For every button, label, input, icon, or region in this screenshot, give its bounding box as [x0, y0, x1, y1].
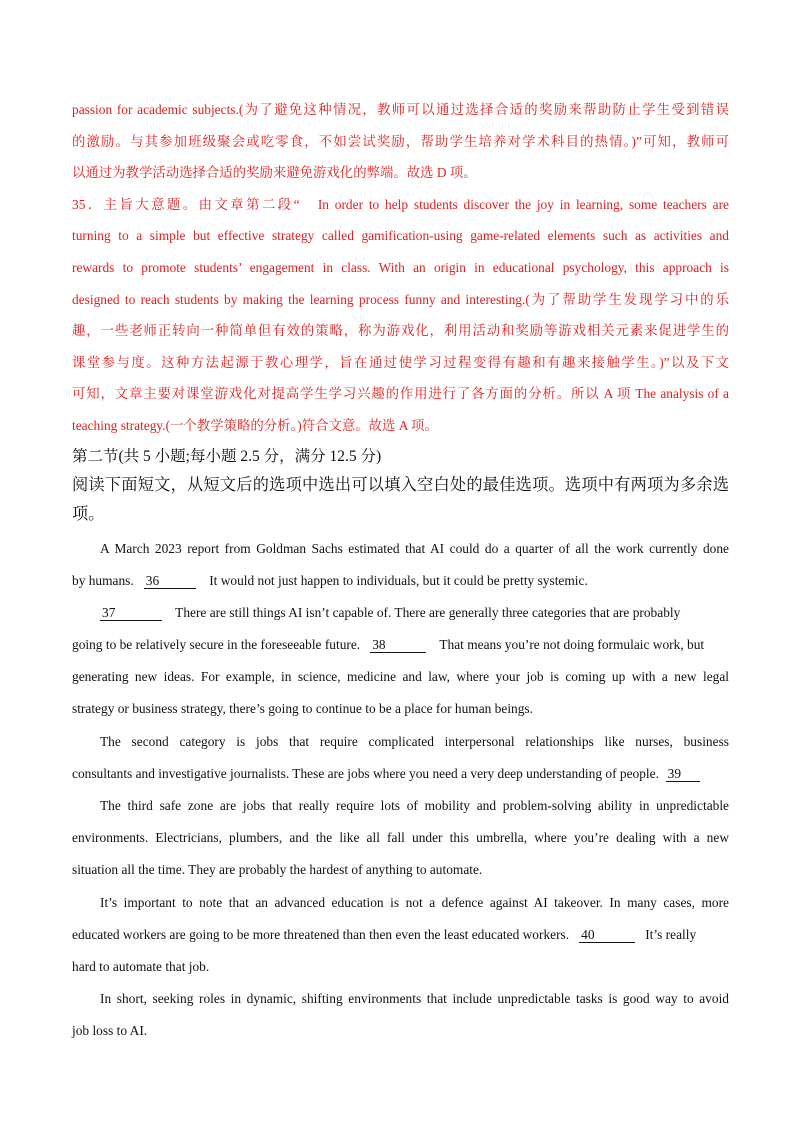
answer-line: 趣，一些老师正转向一种简单但有效的策略，称为游戏化，利用活动和奖励等游戏相关元素来促进学生的 — [72, 323, 729, 339]
passage-line — [72, 597, 729, 629]
passage-line: hard to automate that job. — [72, 958, 210, 974]
passage-text: That means you’re not doing formulaic work, but — [439, 637, 705, 653]
passage — [72, 533, 729, 1048]
answer-line: 的激励。与其参加班级聚会或吃零食，不如尝试奖励，帮助学生培养对学术科目的热情。)”可知，教师可 — [72, 133, 729, 149]
passage-paragraph-6 — [72, 983, 729, 1047]
passage-line: strategy or business strategy, there’s going to continue to be a place for human beings. — [72, 701, 533, 717]
blank-39[interactable]: 39 — [666, 767, 700, 782]
answer-explanation-35 — [72, 189, 729, 442]
answer-line: 以通过为教学活动选择合适的奖励来避免游戏化的弊端。故选 D 项。 — [72, 165, 477, 181]
passage-line: job loss to AI. — [72, 1023, 148, 1039]
document-page — [72, 94, 729, 1048]
passage-line — [72, 919, 729, 951]
passage-paragraph-3 — [72, 726, 729, 790]
passage-paragraph-4 — [72, 790, 729, 887]
passage-line: generating new ideas. For example, in science, medicine and law, where your job is coming up with a new legal — [72, 669, 729, 685]
passage-line — [72, 629, 729, 661]
passage-text: by humans. — [72, 572, 134, 588]
answer-explanation-34 — [72, 94, 729, 189]
passage-line: The third safe zone are jobs that really require lots of mobility and problem-solving ability in unpredictable — [100, 798, 729, 814]
answer-line: passion for academic subjects.(为了避免这种情况，教师可以通过选择合适的奖励来帮助防止学生受到错误 — [72, 102, 729, 117]
passage-line: In short, seeking roles in dynamic, shifting environments that include unpredictable tasks is good way to avoid — [100, 991, 729, 1007]
section-title: 第二节(共 5 小题;每小题 2.5 分，满分 12.5 分) — [72, 447, 382, 465]
answer-line: 35．主旨大意题。由文章第二段“ In order to help students discover the joy in learning, some teachers are — [72, 196, 729, 212]
passage-text: There are still things AI isn’t capable of. There are generally three categories that are probably — [175, 604, 681, 620]
section-instruction — [72, 471, 729, 529]
passage-text: It would not just happen to individuals, but it could be pretty systemic. — [209, 572, 588, 588]
passage-line — [72, 565, 729, 597]
answer-line: designed to reach students by making the learning process funny and interesting.(为了帮助学生发现学习中的乐 — [72, 291, 729, 307]
passage-paragraph-1 — [72, 533, 729, 597]
answer-line: 课堂参与度。这种方法起源于教心理学，旨在通过使学习过程变得有趣和有趣来接触学生。)”以及下文 — [72, 354, 729, 370]
instruction-line: 项。 — [72, 504, 105, 523]
blank-37[interactable]: 37 — [100, 606, 162, 621]
answer-line: turning to a simple but effective strategy called gamification-using game-related elements such as activities and — [72, 228, 729, 244]
passage-text: educated workers are going to be more threatened than then even the least educated workers. — [72, 926, 570, 942]
passage-text: It’s really — [645, 926, 697, 942]
passage-text: going to be relatively secure in the foreseeable future. — [72, 637, 361, 653]
passage-paragraph-5 — [72, 887, 729, 984]
answer-line: rewards to promote students’ engagement in class. With an origin in educational psychology, this approach is — [72, 259, 729, 275]
blank-40[interactable]: 40 — [579, 928, 635, 943]
passage-line: situation all the time. They are probably the hardest of anything to automate. — [72, 862, 483, 878]
passage-line: It’s important to note that an advanced education is not a defence against AI takeover. In many cases, more — [100, 894, 729, 910]
answer-line: teaching strategy.(一个教学策略的分析。)符合文意。故选 A 项。 — [72, 417, 438, 433]
passage-line: The second category is jobs that require complicated interpersonal relationships like nurses, business — [100, 733, 729, 749]
blank-36[interactable]: 36 — [144, 574, 196, 589]
passage-line — [72, 758, 729, 790]
passage-line: A March 2023 report from Goldman Sachs estimated that AI could do a quarter of all the work currently done — [100, 540, 729, 556]
passage-text: consultants and investigative journalists. These are jobs where you need a very deep understanding of people. — [72, 765, 659, 781]
passage-paragraph-2 — [72, 597, 729, 726]
passage-line: environments. Electricians, plumbers, and the like all fall under this umbrella, where you’re dealing with a new — [72, 830, 729, 846]
answer-line: 可知，文章主要对课堂游戏化对提高学生学习兴趣的作用进行了各方面的分析。所以 A 项 The analysis of a — [72, 386, 729, 402]
instruction-line: 阅读下面短文，从短文后的选项中选出可以填入空白处的最佳选项。选项中有两项为多余选 — [72, 475, 729, 494]
blank-38[interactable]: 38 — [370, 638, 426, 653]
